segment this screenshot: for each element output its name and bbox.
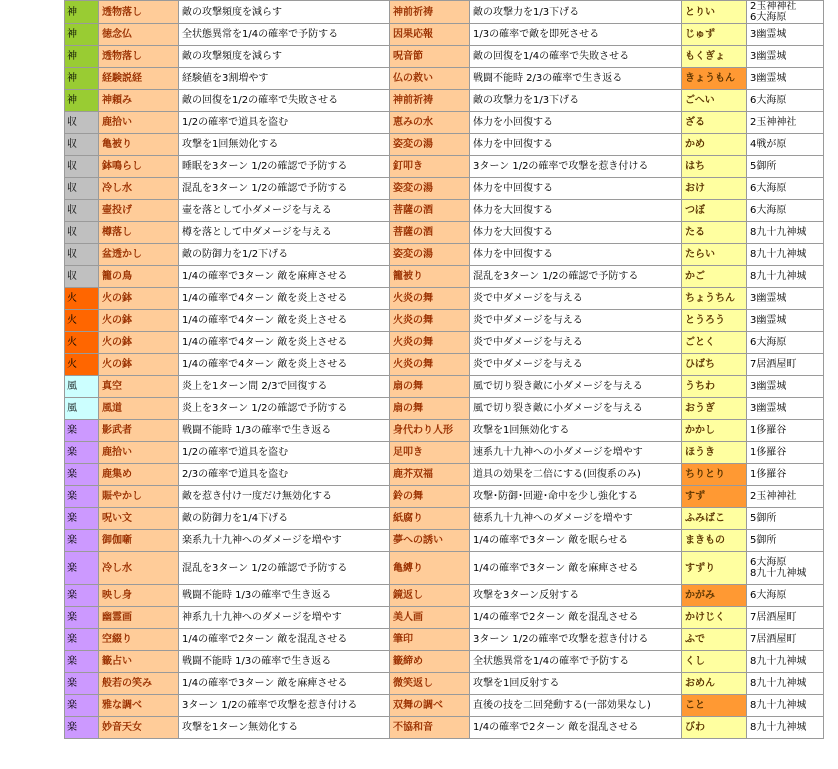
location-cell: 1侈羅谷: [747, 420, 824, 442]
location-cell: 3幽霊城: [747, 398, 824, 420]
item-name-cell: すずり: [682, 552, 747, 585]
item-name-cell: ごとく: [682, 332, 747, 354]
skill-name-cell: 冷し水: [99, 178, 179, 200]
skill2-name-cell: 扇の舞: [390, 376, 470, 398]
skill2-name-cell: 火炎の舞: [390, 332, 470, 354]
skill-description-cell: 混乱を3ターン 1/2の確認で予防する: [179, 552, 390, 585]
skill2-name-cell: 身代わり人形: [390, 420, 470, 442]
location-cell: 3幽霊城: [747, 24, 824, 46]
skill-description-cell: 1/4の確率で3ターン 敵を麻痺させる: [179, 266, 390, 288]
item-name-cell: かご: [682, 266, 747, 288]
skill-description-cell: 敵の攻撃頻度を減らす: [179, 46, 390, 68]
skill2-description-cell: 混乱を3ターン 1/2の確認で予防する: [470, 266, 682, 288]
table-row: [65, 24, 824, 46]
location-cell: 4戦が原: [747, 134, 824, 156]
skill-description-cell: 攻撃を1回無効化する: [179, 134, 390, 156]
skill-name-cell: 神頼み: [99, 90, 179, 112]
skill2-name-cell: 双舞の調べ: [390, 695, 470, 717]
skill-name-cell: 雅な調べ: [99, 695, 179, 717]
table-row: [65, 508, 824, 530]
category-cell: 楽: [65, 442, 99, 464]
skill2-description-cell: 直後の技を二回発動する(一部効果なし): [470, 695, 682, 717]
item-name-cell: かけじく: [682, 607, 747, 629]
location-cell: 3幽霊城: [747, 288, 824, 310]
skill2-description-cell: 体力を中回復する: [470, 178, 682, 200]
category-cell: 楽: [65, 530, 99, 552]
skill2-description-cell: 炎で中ダメージを与える: [470, 354, 682, 376]
skill-description-cell: 戦闘不能時 1/3の確率で生き返る: [179, 420, 390, 442]
skill2-name-cell: 神前祈祷: [390, 90, 470, 112]
category-cell: 火: [65, 354, 99, 376]
item-name-cell: かがみ: [682, 585, 747, 607]
skill-name-cell: 火の鉢: [99, 332, 179, 354]
item-name-cell: うちわ: [682, 376, 747, 398]
location-cell: 5御所: [747, 530, 824, 552]
table-row: [65, 46, 824, 68]
skill-name-cell: 般若の笑み: [99, 673, 179, 695]
skill-description-cell: 2/3の確率で道具を盗む: [179, 464, 390, 486]
skill2-description-cell: 風で切り裂き敵に小ダメージを与える: [470, 398, 682, 420]
skill-description-cell: 壷を落として小ダメージを与える: [179, 200, 390, 222]
location-cell: 3幽霊城: [747, 68, 824, 90]
location-cell: 6大海原: [747, 332, 824, 354]
skill-name-cell: 風道: [99, 398, 179, 420]
skill2-name-cell: 火炎の舞: [390, 310, 470, 332]
table-row: [65, 134, 824, 156]
skill-description-cell: 戦闘不能時 1/3の確率で生き返る: [179, 585, 390, 607]
item-name-cell: こと: [682, 695, 747, 717]
skill2-description-cell: 攻撃を1回無効化する: [470, 420, 682, 442]
skill2-description-cell: 3ターン 1/2の確率で攻撃を惹き付ける: [470, 156, 682, 178]
item-name-cell: きょうもん: [682, 68, 747, 90]
skill-description-cell: 3ターン 1/2の確率で攻撃を惹き付ける: [179, 695, 390, 717]
skill-description-cell: 1/4の確率で2ターン 敵を混乱させる: [179, 629, 390, 651]
location-cell: 2玉神神社 6大海原: [747, 1, 824, 24]
item-name-cell: くし: [682, 651, 747, 673]
location-cell: 8九十九神城: [747, 222, 824, 244]
category-cell: 楽: [65, 420, 99, 442]
skill2-name-cell: 不協和音: [390, 717, 470, 739]
skill-description-cell: 神系九十九神へのダメージを増やす: [179, 607, 390, 629]
skill2-name-cell: 菩薩の酒: [390, 200, 470, 222]
location-cell: 8九十九神城: [747, 266, 824, 288]
skill2-name-cell: 仏の救い: [390, 68, 470, 90]
item-name-cell: まきもの: [682, 530, 747, 552]
skill2-name-cell: 菩薩の酒: [390, 222, 470, 244]
item-name-cell: すず: [682, 486, 747, 508]
table-body: [65, 1, 824, 739]
category-cell: 楽: [65, 651, 99, 673]
location-cell: 3幽霊城: [747, 310, 824, 332]
item-name-cell: ざる: [682, 112, 747, 134]
skill2-description-cell: 体力を中回復する: [470, 134, 682, 156]
skill-name-cell: 妙音天女: [99, 717, 179, 739]
skill2-name-cell: 姿変の湯: [390, 178, 470, 200]
table-row: [65, 585, 824, 607]
table-row: [65, 420, 824, 442]
category-cell: 神: [65, 46, 99, 68]
location-cell: 2玉神神社: [747, 486, 824, 508]
category-cell: 収: [65, 156, 99, 178]
skill2-name-cell: 夢への誘い: [390, 530, 470, 552]
location-cell: 7居酒屋町: [747, 607, 824, 629]
category-cell: 神: [65, 1, 99, 24]
skill-name-cell: 賑やかし: [99, 486, 179, 508]
skill2-description-cell: 体力を大回復する: [470, 200, 682, 222]
skill2-name-cell: 神前祈祷: [390, 1, 470, 24]
skill-description-cell: 経験値を3割増やす: [179, 68, 390, 90]
table-row: [65, 354, 824, 376]
skill2-description-cell: 攻撃･防御･回避･命中を少し強化する: [470, 486, 682, 508]
skill-name-cell: 鉢鳴らし: [99, 156, 179, 178]
skill-description-cell: 1/4の確率で4ターン 敵を炎上させる: [179, 332, 390, 354]
skill-description-cell: 敵の防御力を1/4下げる: [179, 508, 390, 530]
skill-description-cell: 炎上を3ターン 1/2の確認で予防する: [179, 398, 390, 420]
table-row: [65, 200, 824, 222]
category-cell: 楽: [65, 585, 99, 607]
skill2-name-cell: 因果応報: [390, 24, 470, 46]
table-row: [65, 1, 824, 24]
category-cell: 神: [65, 90, 99, 112]
skill-description-cell: 1/4の確率で4ターン 敵を炎上させる: [179, 354, 390, 376]
table-row: [65, 288, 824, 310]
table-row: [65, 156, 824, 178]
category-cell: 収: [65, 244, 99, 266]
skill2-description-cell: 体力を中回復する: [470, 244, 682, 266]
skill-name-cell: 鹿拾い: [99, 442, 179, 464]
skill-name-cell: 呪い文: [99, 508, 179, 530]
category-cell: 楽: [65, 552, 99, 585]
skill-description-cell: 1/2の確率で道具を盗む: [179, 442, 390, 464]
skill-description-cell: 全状態異常を1/4の確率で予防する: [179, 24, 390, 46]
skill-name-cell: 火の鉢: [99, 288, 179, 310]
skill2-description-cell: 攻撃を3ターン反射する: [470, 585, 682, 607]
category-cell: 楽: [65, 673, 99, 695]
skill2-description-cell: 攻撃を1回反射する: [470, 673, 682, 695]
table-row: [65, 651, 824, 673]
category-cell: 楽: [65, 464, 99, 486]
category-cell: 収: [65, 134, 99, 156]
item-name-cell: じゅず: [682, 24, 747, 46]
location-cell: 1侈羅谷: [747, 442, 824, 464]
location-cell: 5御所: [747, 508, 824, 530]
skill-description-cell: 1/2の確率で道具を盗む: [179, 112, 390, 134]
skill2-description-cell: 1/4の確率で2ターン 敵を混乱させる: [470, 717, 682, 739]
item-name-cell: ふで: [682, 629, 747, 651]
skill-description-cell: 睡眠を3ターン 1/2の確認で予防する: [179, 156, 390, 178]
skill-name-cell: 籠の鳥: [99, 266, 179, 288]
category-cell: 火: [65, 332, 99, 354]
skill-name-cell: 冷し水: [99, 552, 179, 585]
table-row: [65, 310, 824, 332]
table-row: [65, 222, 824, 244]
skill-name-cell: 御伽噺: [99, 530, 179, 552]
skill-name-cell: 幽霊画: [99, 607, 179, 629]
item-name-cell: ひばち: [682, 354, 747, 376]
category-cell: 火: [65, 310, 99, 332]
skill-description-cell: 1/4の確率で4ターン 敵を炎上させる: [179, 288, 390, 310]
category-cell: 収: [65, 112, 99, 134]
location-cell: 6大海原 8九十九神城: [747, 552, 824, 585]
item-name-cell: かかし: [682, 420, 747, 442]
skill2-name-cell: 恵みの水: [390, 112, 470, 134]
table-row: [65, 530, 824, 552]
skill2-name-cell: 火炎の舞: [390, 288, 470, 310]
skill2-description-cell: 速系九十九神への小ダメージを増やす: [470, 442, 682, 464]
location-cell: 7居酒屋町: [747, 629, 824, 651]
skill-name-cell: 籤占い: [99, 651, 179, 673]
location-cell: 7居酒屋町: [747, 354, 824, 376]
skill-name-cell: 火の鉢: [99, 310, 179, 332]
skill2-name-cell: 火炎の舞: [390, 354, 470, 376]
skill-name-cell: 透物落し: [99, 46, 179, 68]
location-cell: 6大海原: [747, 178, 824, 200]
skill-name-cell: 鹿拾い: [99, 112, 179, 134]
skill2-name-cell: 美人画: [390, 607, 470, 629]
skill-description-cell: 敵の防御力を1/2下げる: [179, 244, 390, 266]
tsukumogami-skill-table: [64, 0, 824, 739]
skill2-description-cell: 風で切り裂き敵に小ダメージを与える: [470, 376, 682, 398]
location-cell: 8九十九神城: [747, 244, 824, 266]
skill-description-cell: 樽を落として中ダメージを与える: [179, 222, 390, 244]
table-row: [65, 90, 824, 112]
skill2-name-cell: 鹿芥双福: [390, 464, 470, 486]
skill-description-cell: 敵の攻撃頻度を減らす: [179, 1, 390, 24]
location-cell: 1侈羅谷: [747, 464, 824, 486]
table-row: [65, 695, 824, 717]
location-cell: 6大海原: [747, 200, 824, 222]
skill-description-cell: 攻撃を1ターン無効化する: [179, 717, 390, 739]
item-name-cell: ふみばこ: [682, 508, 747, 530]
skill-name-cell: 亀被り: [99, 134, 179, 156]
category-cell: 収: [65, 178, 99, 200]
skill2-name-cell: 鏡返し: [390, 585, 470, 607]
category-cell: 神: [65, 24, 99, 46]
location-cell: 3幽霊城: [747, 376, 824, 398]
category-cell: 神: [65, 68, 99, 90]
skill2-description-cell: 敵の回復を1/4の確率で失敗させる: [470, 46, 682, 68]
item-name-cell: つぼ: [682, 200, 747, 222]
skill2-name-cell: 釘叩き: [390, 156, 470, 178]
table-row: [65, 717, 824, 739]
location-cell: 8九十九神城: [747, 673, 824, 695]
skill2-description-cell: 1/3の確率で敵を即死させる: [470, 24, 682, 46]
skill2-description-cell: 炎で中ダメージを与える: [470, 288, 682, 310]
item-name-cell: とりい: [682, 1, 747, 24]
item-name-cell: ちりとり: [682, 464, 747, 486]
skill2-description-cell: 体力を大回復する: [470, 222, 682, 244]
category-cell: 風: [65, 398, 99, 420]
category-cell: 収: [65, 200, 99, 222]
skill-description-cell: 炎上を1ターン間 2/3で回復する: [179, 376, 390, 398]
category-cell: 楽: [65, 607, 99, 629]
location-cell: 6大海原: [747, 585, 824, 607]
item-name-cell: たる: [682, 222, 747, 244]
skill2-description-cell: 敵の攻撃力を1/3下げる: [470, 1, 682, 24]
location-cell: 8九十九神城: [747, 717, 824, 739]
table-row: [65, 244, 824, 266]
skill-description-cell: 敵の回復を1/2の確率で失敗させる: [179, 90, 390, 112]
skill2-name-cell: 籠被り: [390, 266, 470, 288]
skill2-description-cell: 体力を小回復する: [470, 112, 682, 134]
skill2-description-cell: 道具の効果を二倍にする(回復系のみ): [470, 464, 682, 486]
skill2-description-cell: 徳系九十九神へのダメージを増やす: [470, 508, 682, 530]
skill2-description-cell: 1/4の確率で2ターン 敵を混乱させる: [470, 607, 682, 629]
table-row: [65, 442, 824, 464]
skill-name-cell: 壷投げ: [99, 200, 179, 222]
location-cell: 6大海原: [747, 90, 824, 112]
category-cell: 楽: [65, 508, 99, 530]
table-row: [65, 464, 824, 486]
item-name-cell: たらい: [682, 244, 747, 266]
table-row: [65, 332, 824, 354]
skill-name-cell: 経験説経: [99, 68, 179, 90]
location-cell: 8九十九神城: [747, 651, 824, 673]
location-cell: 5御所: [747, 156, 824, 178]
skill-description-cell: 楽系九十九神へのダメージを増やす: [179, 530, 390, 552]
category-cell: 風: [65, 376, 99, 398]
location-cell: 3幽霊城: [747, 46, 824, 68]
table-row: [65, 178, 824, 200]
item-name-cell: かめ: [682, 134, 747, 156]
skill2-description-cell: 1/4の確率で3ターン 敵を麻痺させる: [470, 552, 682, 585]
skill2-name-cell: 足叩き: [390, 442, 470, 464]
category-cell: 楽: [65, 629, 99, 651]
skill-description-cell: 1/4の確率で4ターン 敵を炎上させる: [179, 310, 390, 332]
category-cell: 収: [65, 222, 99, 244]
table-row: [65, 486, 824, 508]
location-cell: 2玉神神社: [747, 112, 824, 134]
item-name-cell: ほうき: [682, 442, 747, 464]
skill2-name-cell: 亀縛り: [390, 552, 470, 585]
skill2-name-cell: 鈴の舞: [390, 486, 470, 508]
skill2-description-cell: 3ターン 1/2の確率で攻撃を惹き付ける: [470, 629, 682, 651]
location-cell: 8九十九神城: [747, 695, 824, 717]
skill2-description-cell: 全状態異常を1/4の確率で予防する: [470, 651, 682, 673]
table-row: [65, 266, 824, 288]
item-name-cell: おうぎ: [682, 398, 747, 420]
item-name-cell: ごへい: [682, 90, 747, 112]
skill-description-cell: 敵を惹き付け一度だけ無効化する: [179, 486, 390, 508]
skill2-name-cell: 扇の舞: [390, 398, 470, 420]
skill-name-cell: 影武者: [99, 420, 179, 442]
table-row: [65, 398, 824, 420]
skill2-name-cell: 姿変の湯: [390, 134, 470, 156]
skill-name-cell: 空綴り: [99, 629, 179, 651]
skill-name-cell: 火の鉢: [99, 354, 179, 376]
category-cell: 楽: [65, 486, 99, 508]
skill-name-cell: 透物落し: [99, 1, 179, 24]
skill-name-cell: 鹿集め: [99, 464, 179, 486]
category-cell: 楽: [65, 717, 99, 739]
category-cell: 楽: [65, 695, 99, 717]
item-name-cell: とうろう: [682, 310, 747, 332]
skill-description-cell: 1/4の確率で3ターン 敵を麻痺させる: [179, 673, 390, 695]
item-name-cell: おめん: [682, 673, 747, 695]
skill-description-cell: 戦闘不能時 1/3の確率で生き返る: [179, 651, 390, 673]
item-name-cell: びわ: [682, 717, 747, 739]
item-name-cell: ちょうちん: [682, 288, 747, 310]
table-row: [65, 68, 824, 90]
skill2-description-cell: 炎で中ダメージを与える: [470, 332, 682, 354]
table-row: [65, 673, 824, 695]
skill2-name-cell: 籤締め: [390, 651, 470, 673]
item-name-cell: はち: [682, 156, 747, 178]
table-row: [65, 629, 824, 651]
skill2-description-cell: 戦闘不能時 2/3の確率で生き返る: [470, 68, 682, 90]
table-row: [65, 607, 824, 629]
skill2-description-cell: 敵の攻撃力を1/3下げる: [470, 90, 682, 112]
item-name-cell: おけ: [682, 178, 747, 200]
skill2-name-cell: 微笑返し: [390, 673, 470, 695]
skill2-description-cell: 1/4の確率で3ターン 敵を眠らせる: [470, 530, 682, 552]
skill-name-cell: 盆透かし: [99, 244, 179, 266]
skill2-name-cell: 呪音節: [390, 46, 470, 68]
table-row: [65, 376, 824, 398]
category-cell: 火: [65, 288, 99, 310]
skill2-name-cell: 紙腐り: [390, 508, 470, 530]
table-row: [65, 552, 824, 585]
skill2-name-cell: 姿変の湯: [390, 244, 470, 266]
table-row: [65, 112, 824, 134]
skill2-name-cell: 筆印: [390, 629, 470, 651]
skill-name-cell: 真空: [99, 376, 179, 398]
skill-name-cell: 映し身: [99, 585, 179, 607]
category-cell: 収: [65, 266, 99, 288]
item-name-cell: もくぎょ: [682, 46, 747, 68]
skill-description-cell: 混乱を3ターン 1/2の確認で予防する: [179, 178, 390, 200]
skill-name-cell: 樽落し: [99, 222, 179, 244]
skill2-description-cell: 炎で中ダメージを与える: [470, 310, 682, 332]
skill-name-cell: 徳念仏: [99, 24, 179, 46]
